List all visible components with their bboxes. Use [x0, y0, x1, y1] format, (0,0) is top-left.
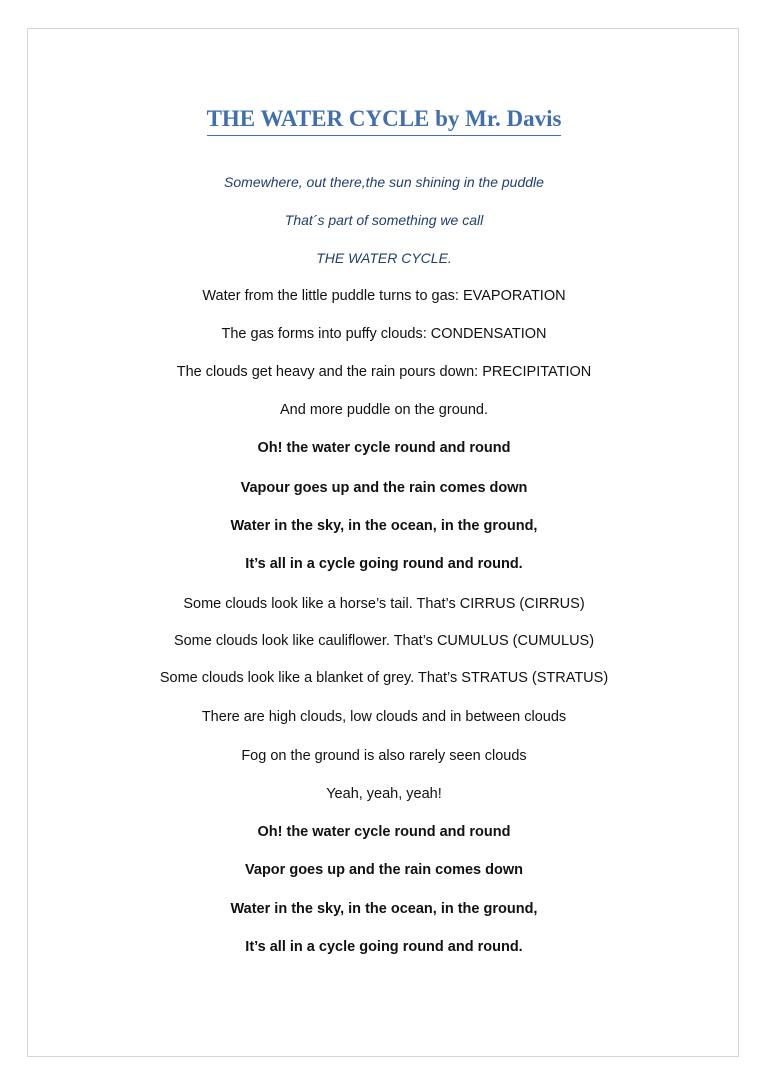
verse1-line-1: Water from the little puddle turns to gas: EVAPORATION — [202, 288, 566, 304]
chorus2-line-1: Oh! the water cycle round and round — [257, 824, 511, 840]
chorus2-line-2: Vapor goes up and the rain comes down — [245, 862, 523, 878]
chorus1-line-4: It’s all in a cycle going round and round. — [245, 556, 523, 572]
intro-line-1: Somewhere, out there,the sun shining in the puddle — [224, 174, 544, 190]
document-title — [0, 104, 768, 136]
intro-line-3: THE WATER CYCLE. — [316, 250, 452, 266]
verse2-line-5: Fog on the ground is also rarely seen clouds — [241, 748, 527, 764]
chorus1-line-2: Vapour goes up and the rain comes down — [240, 480, 528, 496]
chorus1-line-3: Water in the sky, in the ocean, in the ground, — [230, 518, 538, 534]
verse2-line-4: There are high clouds, low clouds and in between clouds — [201, 709, 567, 725]
verse1-line-4: And more puddle on the ground. — [280, 402, 488, 418]
verse2-line-6: Yeah, yeah, yeah! — [326, 786, 442, 802]
verse2-line-1: Some clouds look like a horse’s tail. That’s CIRRUS (CIRRUS) — [183, 596, 585, 612]
verse2-line-3: Some clouds look like a blanket of grey. That’s STRATUS (STRATUS) — [159, 670, 609, 686]
intro-line-2: That´s part of something we call — [284, 212, 484, 228]
verse1-line-2: The gas forms into puffy clouds: CONDENSATION — [221, 326, 547, 342]
verse1-line-3: The clouds get heavy and the rain pours down: PRECIPITATION — [176, 364, 592, 380]
chorus2-line-4: It’s all in a cycle going round and round. — [245, 939, 523, 955]
chorus1-line-1: Oh! the water cycle round and round — [257, 440, 511, 456]
chorus2-line-3: Water in the sky, in the ocean, in the ground, — [230, 901, 538, 917]
document-title-text: THE WATER CYCLE by Mr. Davis — [207, 104, 562, 136]
verse2-line-2: Some clouds look like cauliflower. That’s CUMULUS (CUMULUS) — [173, 633, 595, 649]
